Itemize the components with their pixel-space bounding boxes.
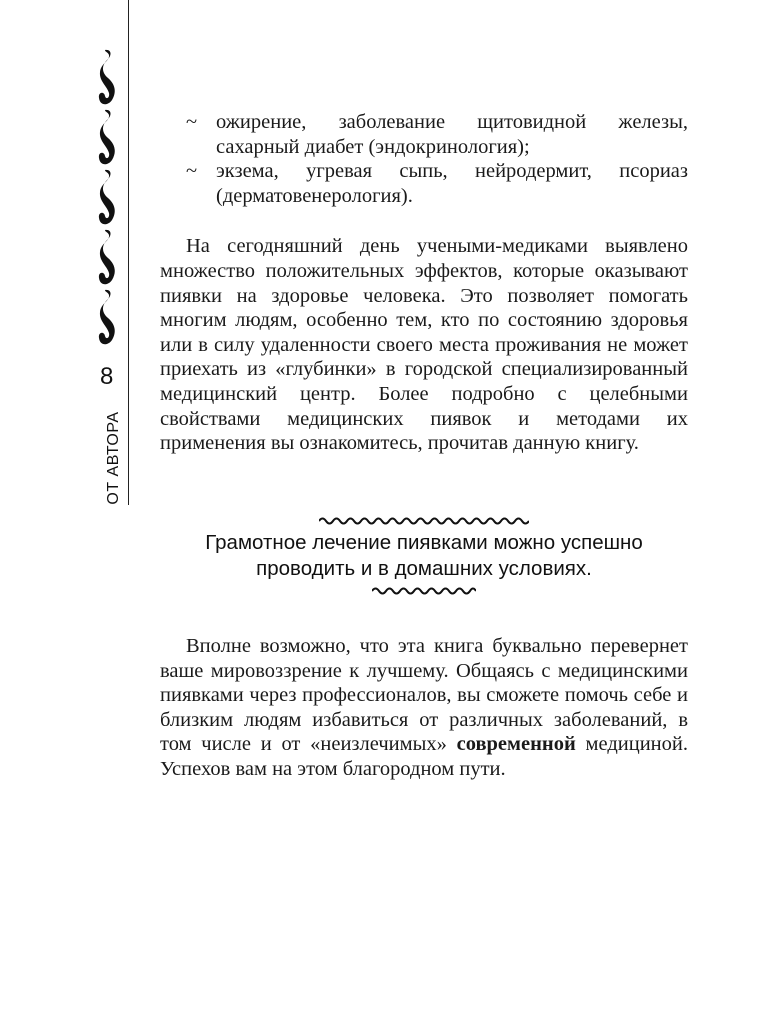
- list-item: [160, 159, 688, 208]
- wave-divider-icon: [319, 514, 529, 528]
- paragraph: [160, 634, 688, 782]
- margin-rule: [128, 0, 129, 505]
- list-item-text: экзема, угревая сыпь, нейродермит, псориаз (дерматовенерология).: [216, 160, 688, 207]
- callout-line: проводить и в домашних условиях.: [256, 557, 592, 580]
- leech-icon: [96, 168, 122, 228]
- disease-list: [160, 110, 688, 208]
- list-item-text: ожирение, заболевание щитовидной железы, сахарный диабет (эндокринология);: [216, 111, 688, 158]
- leech-icon: [96, 108, 122, 168]
- callout: [150, 514, 698, 598]
- page-number: 8: [100, 363, 114, 390]
- leech-decoration: [96, 48, 122, 348]
- emphasis-text: современной: [456, 733, 576, 756]
- paragraph-text: Вполне возможно, что эта книга буквально перевернет ваше мировоззрение к лучшему. Общаясь с медицинскими пиявками через профессионалов, вы сможете помочь себе и близким людям избавиться от различных заболеваний, в том числе и от «неизлечимых»: [160, 635, 688, 756]
- main-text: [160, 110, 688, 456]
- paragraph-text: медициной. Успехов вам на этом благородном пути.: [160, 733, 688, 780]
- callout-line: Грамотное лечение пиявками можно успешно: [205, 531, 643, 554]
- paragraph: На сегодняшний день учеными-медиками выявлено множество положительных эффектов, которые оказывают пиявки на здоровье человека. Это позволяет помогать многим людям, особенно тем, кто по состоянию здоровья или в силу удаленности своего места проживания не может приехать из «глубинки» в городской специализированный медицинский центр. Более подробно с целебными свойствами медицинских пиявок и методами их применения вы ознакомитесь, прочитав данную книгу.: [160, 235, 688, 455]
- leech-icon: [96, 228, 122, 288]
- wave-divider-icon: [372, 584, 476, 598]
- running-head: ОТ АВТОРА: [105, 411, 122, 505]
- list-item: [160, 110, 688, 159]
- closing-text: [160, 634, 688, 782]
- leech-icon: [96, 288, 122, 348]
- tilde-bullet: ~: [186, 111, 198, 133]
- tilde-bullet: ~: [186, 160, 198, 183]
- leech-icon: [96, 48, 122, 108]
